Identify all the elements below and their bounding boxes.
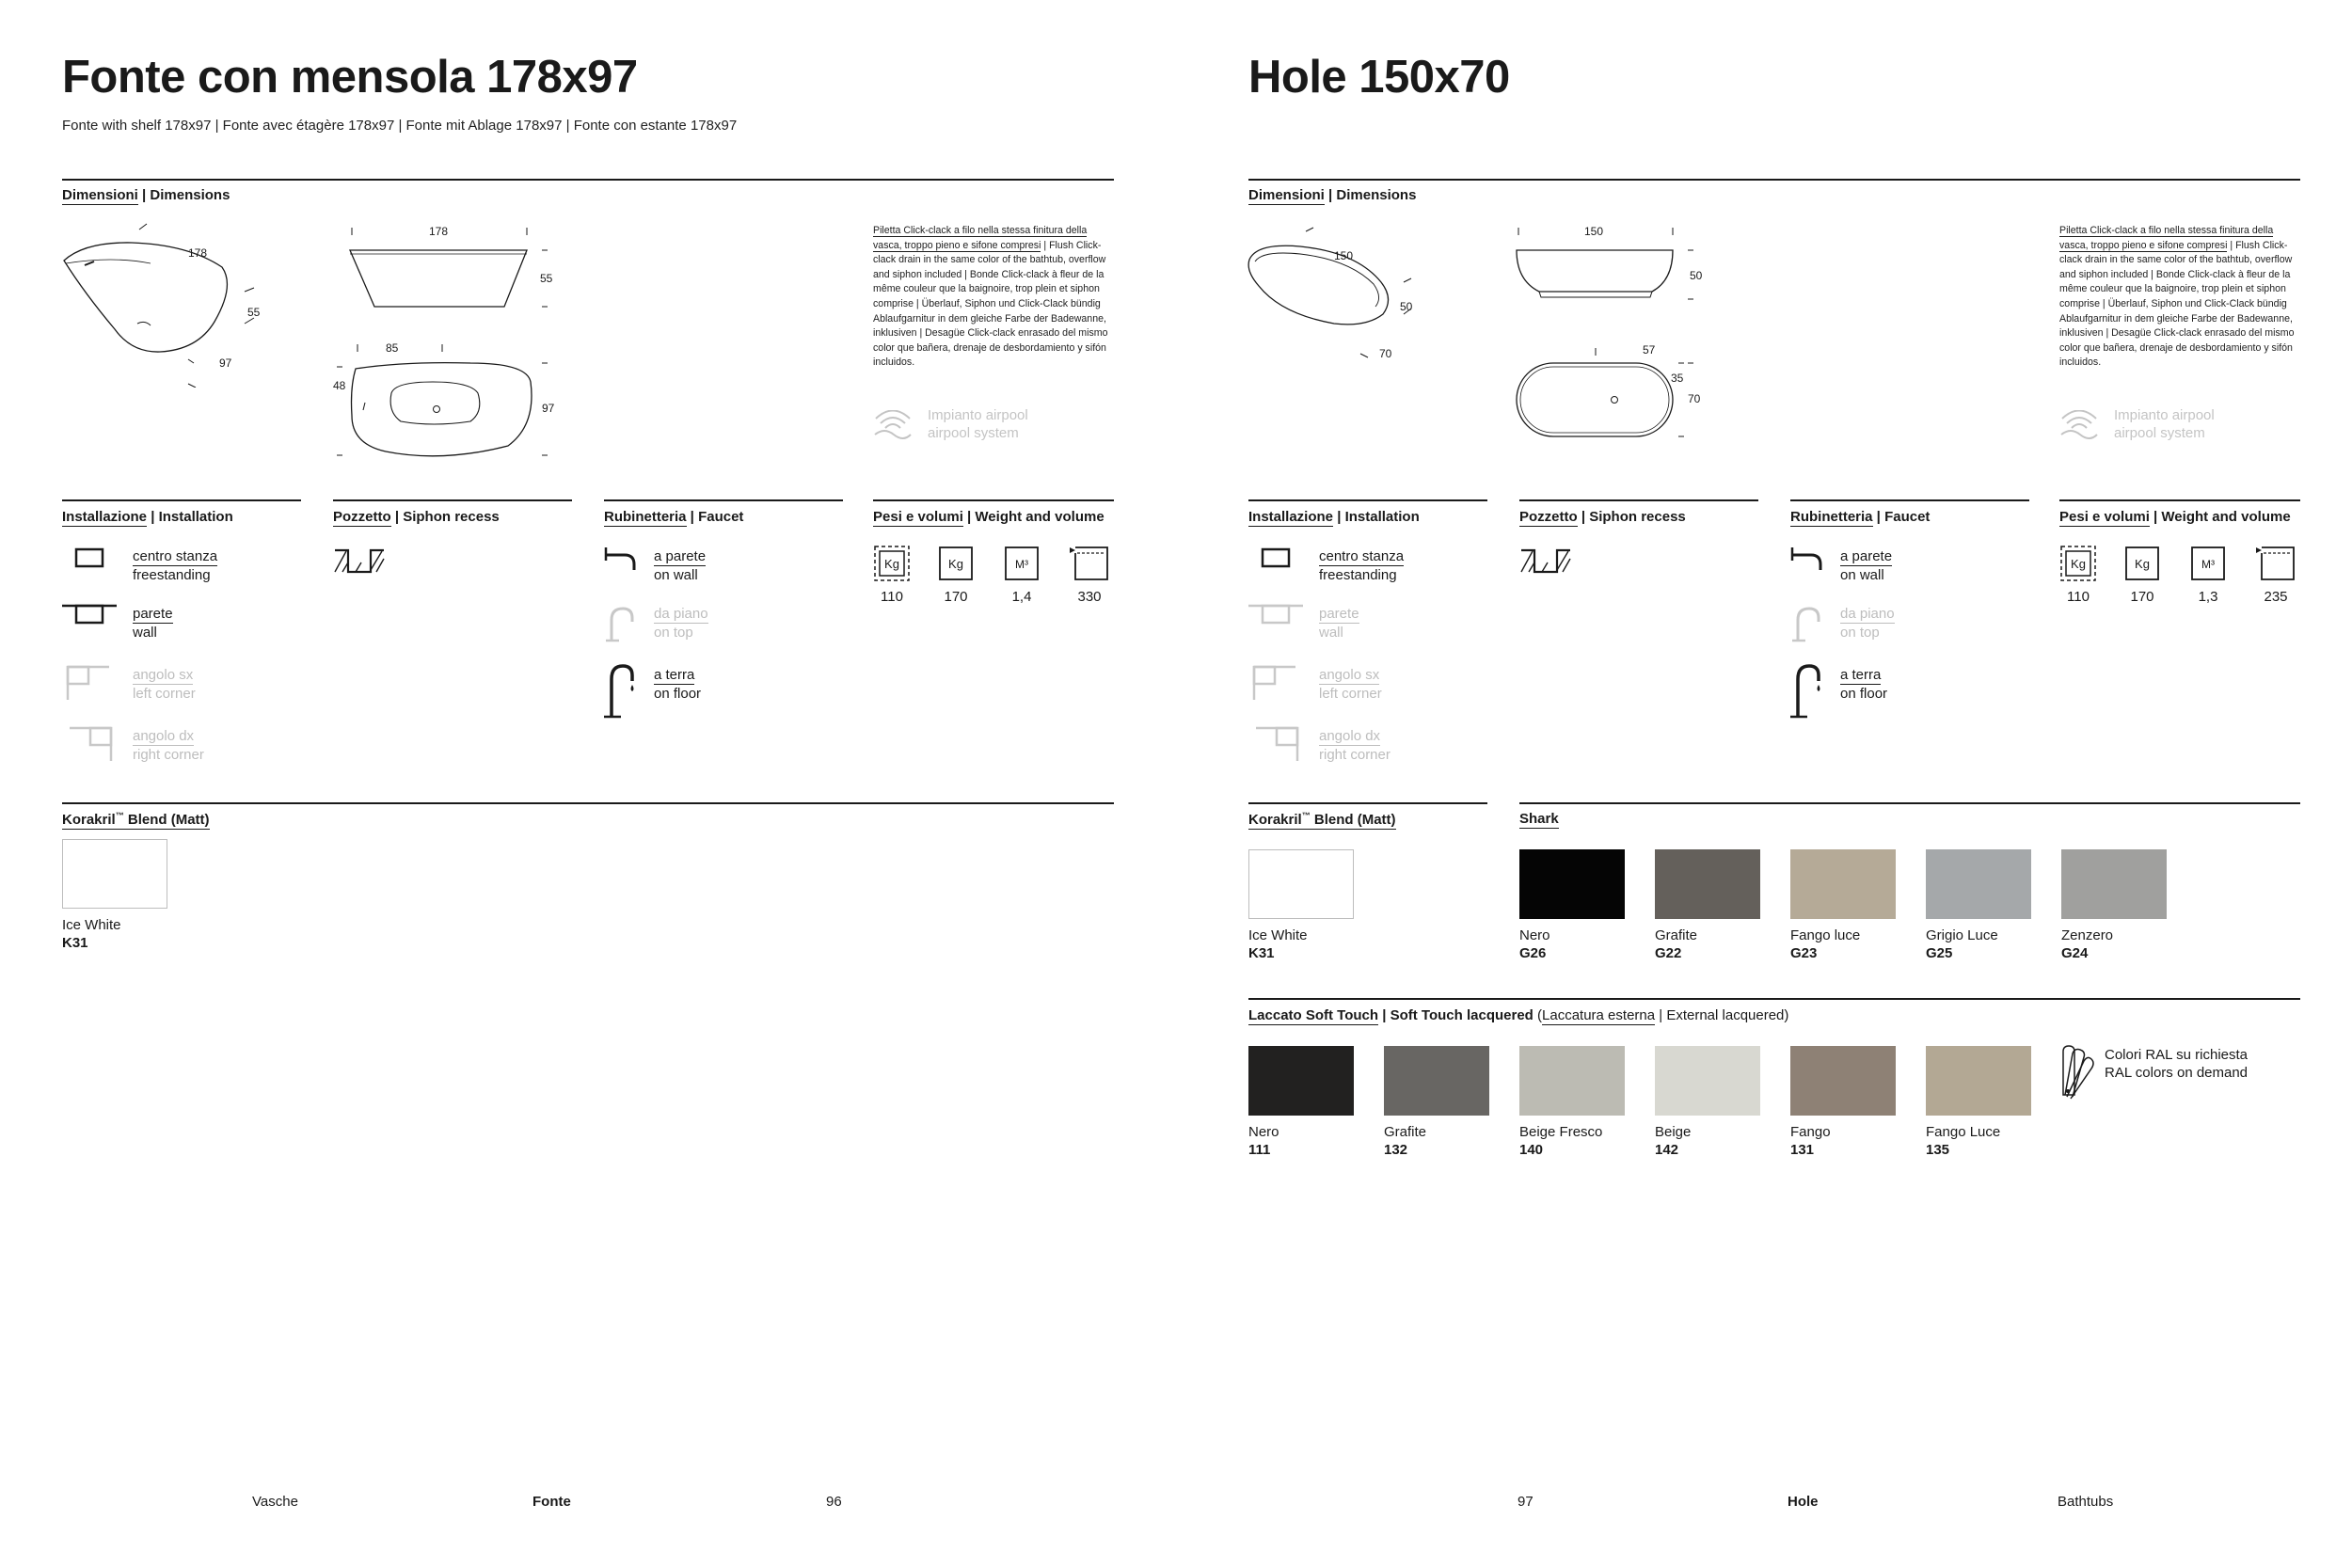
left-corner-icon [1248, 664, 1305, 702]
siphon-recess-icon [1519, 547, 1572, 576]
volume-packed: M³ 1,3 [2185, 546, 2231, 605]
section-divider [62, 499, 301, 501]
faucet-on-floor: a terra on floor [1790, 664, 2007, 704]
swatch-color-box [1655, 1046, 1760, 1116]
dimensions-heading: Dimensioni | Dimensions [62, 187, 230, 203]
weights-heading: Pesi e volumi | Weight and volume [2059, 509, 2291, 525]
section-divider [873, 499, 1114, 501]
footer-page-number: 97 [1518, 1494, 1534, 1510]
right-corner-icon [62, 725, 119, 763]
faucet-on-top: da piano on top [1790, 603, 2007, 642]
color-swatch[interactable]: Nero 111 [1248, 1046, 1354, 1159]
swatch-color-box [1926, 1046, 2031, 1116]
weight-gross: Kg 170 [933, 546, 978, 605]
top-faucet-icon [1790, 603, 1837, 644]
color-swatch[interactable]: Beige 142 [1655, 1046, 1760, 1159]
lacquer-heading: Laccato Soft Touch | Soft Touch lacquered (Laccatura esterna | External lacquered) [1248, 1007, 1789, 1023]
section-divider [333, 499, 572, 501]
ral-colors-note: Colori RAL su richiesta RAL colors on demand [2059, 1044, 2304, 1104]
swatch-color-box [1926, 849, 2031, 919]
material-heading: Korakril™ Blend (Matt) [1248, 811, 1396, 828]
svg-text:Kg: Kg [948, 557, 963, 571]
floor-faucet-icon [1790, 664, 1837, 721]
side-length-label: 150 [1584, 225, 1604, 238]
top-width-label: 97 [542, 402, 555, 415]
svg-text:Kg: Kg [2135, 557, 2150, 571]
swatch-color-box [1519, 849, 1625, 919]
section-divider [1248, 179, 2300, 181]
section-divider [62, 179, 1114, 181]
installation-wall: parete wall [1248, 603, 1465, 642]
faucet-on-wall: a parete on wall [1790, 546, 2007, 585]
perspective-drawing [56, 218, 273, 388]
side-view-drawing [339, 222, 564, 312]
installation-freestanding: centro stanza freestanding [62, 546, 278, 585]
dim-height-label: 55 [247, 306, 261, 319]
color-swatch[interactable]: Fango Luce 135 [1926, 1046, 2031, 1159]
svg-text:Kg: Kg [884, 557, 899, 571]
weight-net: Kg 110 [869, 546, 914, 605]
color-swatch[interactable]: Ice White K31 [62, 839, 167, 952]
right-page [1176, 0, 2352, 1568]
wall-icon [1248, 603, 1305, 631]
color-swatch[interactable]: Grafite G22 [1655, 849, 1760, 962]
section-divider [604, 499, 843, 501]
top-inner-label: 35 [1671, 372, 1684, 385]
material-heading: Korakril™ Blend (Matt) [62, 811, 210, 828]
gross-weight-icon [2124, 546, 2160, 581]
section-divider [1519, 802, 2300, 804]
freestanding-icon [62, 546, 119, 574]
top-width-label: 70 [1688, 392, 1701, 405]
color-swatch[interactable]: Grafite 132 [1384, 1046, 1489, 1159]
footer-category: Vasche [252, 1494, 298, 1510]
top-offset-label: 57 [1643, 343, 1656, 356]
dim-height-label: 50 [1400, 300, 1413, 313]
top-faucet-icon [604, 603, 651, 644]
siphon-heading: Pozzetto | Siphon recess [1519, 509, 1686, 525]
drain-description: Piletta Click-clack a filo nella stessa finitura della vasca, troppo pieno e sifone compresi | Flush Click-clack drain in the same color of the bathtub, overflow and siphon included | Bonde Click-clack à fleur de la même couleur que la baignoire, trop plein et siphon comprise | Überlauf, Siphon und Click-Clack bündig Ablaufgarnitur in dem gleiche Farbe der Badewanne, inklusiven | Desagüe Click-clack enrasado del mismo color que bañera, drenaje de desbordamiento y sifón incluidos. [873, 225, 1108, 369]
gross-weight-icon [938, 546, 974, 581]
installation-left-corner: angolo sx left corner [1248, 664, 1465, 704]
dim-width-label: 97 [219, 356, 232, 370]
airpool-option: Impianto airpool airpool system [873, 406, 1118, 448]
net-weight-icon [874, 546, 910, 581]
installation-heading: Installazione | Installation [62, 509, 233, 525]
footer-product: Hole [1788, 1494, 1819, 1510]
wall-faucet-icon [604, 546, 651, 583]
section-divider [1248, 802, 1487, 804]
volume-icon [2190, 546, 2226, 581]
color-swatch[interactable]: Ice White K31 [1248, 849, 1354, 962]
section-divider [2059, 499, 2300, 501]
color-swatch[interactable]: Nero G26 [1519, 849, 1625, 962]
section-divider [1790, 499, 2029, 501]
svg-text:Kg: Kg [2071, 557, 2086, 571]
footer-category: Bathtubs [2058, 1494, 2114, 1510]
faucet-on-floor: a terra on floor [604, 664, 820, 704]
page-title: Fonte con mensola 178x97 [62, 52, 638, 103]
page-subtitle: Fonte with shelf 178x97 | Fonte avec étagère 178x97 | Fonte mit Ablage 178x97 | Fonte con estante 178x97 [62, 118, 738, 134]
drain-description: Piletta Click-clack a filo nella stessa finitura della vasca, troppo pieno e sifone compresi | Flush Click-clack drain in the same color of the bathtub, overflow and siphon included | Bonde Click-clack à fleur de la même couleur que la baignoire, trop plein et siphon comprise | Überlauf, Siphon und Click-Clack bündig Ablaufgarnitur in dem gleiche Farbe der Badewanne, inklusiven | Desagüe Click-clack enrasado del mismo color que bañera, drenaje de desbordamiento y sifón incluidos. [2059, 225, 2295, 369]
footer-product: Fonte [532, 1494, 571, 1510]
airpool-option: Impianto airpool airpool system [2059, 406, 2304, 448]
top-view-drawing [329, 341, 564, 463]
top-view-drawing [1511, 341, 1718, 444]
color-swatch[interactable]: Fango 131 [1790, 1046, 1896, 1159]
freestanding-icon [1248, 546, 1305, 574]
shark-heading: Shark [1519, 811, 1559, 827]
section-divider [1519, 499, 1758, 501]
footer-page-number: 96 [826, 1494, 842, 1510]
volume-packed: M³ 1,4 [999, 546, 1044, 605]
weight-net: Kg 110 [2056, 546, 2101, 605]
water-capacity: 330 [1067, 546, 1112, 605]
volume-icon [1004, 546, 1040, 581]
right-corner-icon [1248, 725, 1305, 763]
net-weight-icon [2060, 546, 2096, 581]
dim-length-label: 150 [1334, 249, 1354, 262]
left-corner-icon [62, 664, 119, 702]
swatch-color-box [2061, 849, 2167, 919]
wall-faucet-icon [1790, 546, 1837, 583]
side-length-label: 178 [429, 225, 449, 238]
swatch-color-box [1384, 1046, 1489, 1116]
installation-freestanding: centro stanza freestanding [1248, 546, 1465, 585]
perspective-drawing [1244, 224, 1432, 374]
section-divider [1248, 998, 2300, 1000]
svg-text:M³: M³ [1015, 558, 1028, 571]
capacity-icon [2256, 546, 2296, 581]
swatch-color-box [1790, 849, 1896, 919]
wall-icon [62, 603, 119, 631]
faucet-heading: Rubinetteria | Faucet [1790, 509, 1931, 525]
color-fan-icon [2059, 1044, 2097, 1102]
dim-width-label: 70 [1379, 347, 1392, 360]
siphon-recess-icon [333, 547, 386, 576]
swatch-color-box [1248, 849, 1354, 919]
weight-gross: Kg 170 [2120, 546, 2165, 605]
side-view-drawing [1511, 222, 1718, 307]
svg-text:M³: M³ [2201, 558, 2215, 571]
faucet-on-top: da piano on top [604, 603, 820, 642]
swatch-color-box [1519, 1046, 1625, 1116]
installation-wall: parete wall [62, 603, 278, 642]
faucet-heading: Rubinetteria | Faucet [604, 509, 744, 525]
color-swatch[interactable]: Grigio Luce G25 [1926, 849, 2031, 962]
installation-left-corner: angolo sx left corner [62, 664, 278, 704]
dimensions-heading: Dimensioni | Dimensions [1248, 187, 1417, 203]
color-swatch[interactable]: Zenzero G24 [2061, 849, 2167, 962]
airpool-icon [873, 410, 913, 446]
side-height-label: 50 [1690, 269, 1703, 282]
installation-right-corner: angolo dx right corner [1248, 725, 1465, 765]
side-height-label: 55 [540, 272, 553, 285]
installation-heading: Installazione | Installation [1248, 509, 1420, 525]
faucet-on-wall: a parete on wall [604, 546, 820, 585]
top-shelf-label: 48 [333, 379, 346, 392]
color-swatch[interactable]: Beige Fresco 140 [1519, 1046, 1625, 1159]
capacity-icon [1070, 546, 1109, 581]
siphon-heading: Pozzetto | Siphon recess [333, 509, 500, 525]
section-divider [62, 802, 1114, 804]
swatch-color-box [1790, 1046, 1896, 1116]
airpool-icon [2059, 410, 2099, 446]
installation-right-corner: angolo dx right corner [62, 725, 278, 765]
dim-length-label: 178 [188, 246, 208, 260]
page-title: Hole 150x70 [1248, 52, 1510, 103]
swatch-color-box [1655, 849, 1760, 919]
swatch-color-box [62, 839, 167, 909]
top-offset-label: 85 [386, 341, 399, 355]
swatch-color-box [1248, 1046, 1354, 1116]
section-divider [1248, 499, 1487, 501]
weights-heading: Pesi e volumi | Weight and volume [873, 509, 1104, 525]
floor-faucet-icon [604, 664, 651, 721]
color-swatch[interactable]: Fango luce G23 [1790, 849, 1896, 962]
water-capacity: 235 [2253, 546, 2298, 605]
